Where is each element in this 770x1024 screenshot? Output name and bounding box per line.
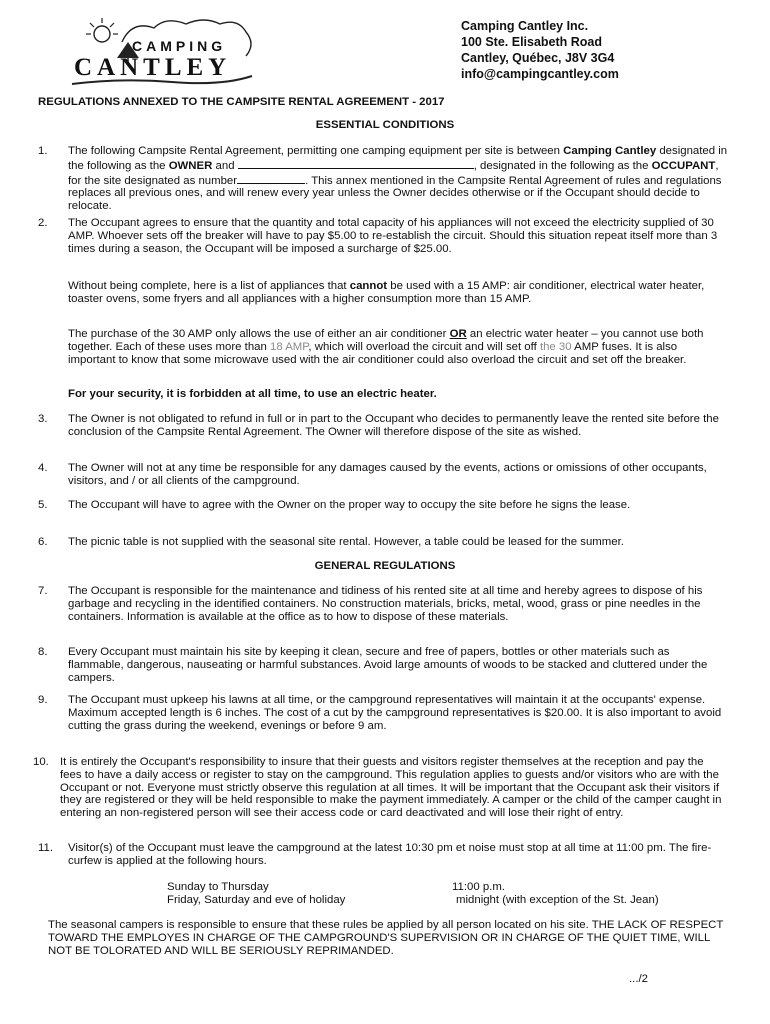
list-item [38,499,728,527]
schedule-time-1: 11:00 p.m. [452,881,505,893]
security-warning: For your security, it is forbidden at all time, to use an electric heater. [68,388,437,400]
camping-cantley-logo [62,14,262,90]
company-email: info@campingcantley.com [461,67,619,81]
list-item [38,145,728,213]
item-number: 3. [38,413,48,425]
item-text-part: . This annex mentioned in the Campsite Rental Agreement of rules and regulations replaces all previous ones, and will renew every year unless the Owner decides otherwise or if the Occupant should decide to relocate. [68,174,722,213]
list-item [38,413,728,453]
amp-usage-paragraph [68,328,718,366]
item-text: Visitor(s) of the Occupant must leave the campground at the latest 10:30 pm et noise must stop at all time at 11:00 pm. The fire-curfew is applied at the following hours. [68,842,712,867]
section-title-general: GENERAL REGULATIONS [314,560,456,572]
item-text: The Occupant will have to agree with the Owner on the proper way to occupy the site before he signs the lease. [68,499,631,511]
item-text-part: designated in the following as the [68,145,728,172]
para-emphasis: OR [449,328,467,340]
page-continuation-marker: .../2 [629,973,648,985]
item-text: The Occupant is responsible for the maintenance and tidiness of his rented site at all time and hereby agrees to dispose of his garbage and recycling in the identified containers. No construction materials, bricks, metal, wood, grass or pine needles in the containers. Information is available at the office as to how to dispose of these materials. [68,585,703,623]
list-item [38,585,728,637]
item-number: 6. [38,536,48,548]
owner-label: OWNER [168,159,213,172]
item-text-part: and [212,159,238,172]
list-item [38,462,728,490]
item-text-part: The following Campsite Rental Agreement, permitting one camping equipment per site is between [68,145,564,157]
item-number: 8. [38,646,48,658]
logo-word-camping: CAMPING [132,38,227,54]
schedule-days-1: Sunday to Thursday [167,881,269,893]
occupant-label: OCCUPANT [651,159,716,172]
item-text-part: , designated in the following as the [473,159,652,172]
list-item [33,756,728,834]
schedule-time-2: midnight (with exception of the St. Jean) [456,894,659,906]
para-text: an electric water heater – you cannot use both together. Each of these uses more than [68,328,704,353]
para-text: , which will overload the circuit and will set off [308,340,540,353]
item-text: Every Occupant must maintain his site by keeping it clean, secure and free of papers, bottles or other materials such as flammable, dangerous, nauseating or harmful substances. Avoid large amounts of woods to be stacked and cluttered under the campers. [68,646,708,684]
item-number: 4. [38,462,48,474]
document-title: REGULATIONS ANNEXED TO THE CAMPSITE RENTAL AGREEMENT - 2017 [38,96,445,108]
para-grey-text: the 30 [539,340,572,353]
item-text: It is entirely the Occupant's responsibility to insure that their guests and visitors register themselves at the reception and pay the fees to have a daily access or register to stay on the campground. This regulation applies to guests and/or visitors who are with the Occupant or not. Everyone must strictly observe this regulation at all times. It will be important that the Occupant ask their visitors if they are registered or they will be held responsible to make the payment immediately. A camper or the child of the camper caught in entering an non-registered person will see their access code or card deactivated and will lose their right of entry. [60,756,722,820]
closing-paragraph: The seasonal campers is responsible to ensure that these rules be applied by all person located on his site. THE LACK OF RESPECT TOWARD THE EMPLOYES IN CHARGE OF THE CAMPGROUND'S SUPERVISION OR IN CHARGE OF THE QUIET TIME, WILL NOT BE TOLORATED AND WILL BE SERIOUSLY REPRIMANDED. [48,919,724,957]
list-item [38,842,728,870]
list-item [38,694,728,746]
logo-word-cantley: CANTLEY [74,54,232,81]
para-grey-text: 18 AMP [270,340,309,353]
schedule-days-2: Friday, Saturday and eve of holiday [167,894,346,906]
item-text: The Occupant must upkeep his lawns at all time, or the campground representatives will maintain it at the occupants' expense. Maximum accepted length is 6 inches. The cost of a cut by the campground representatives is $20.00. It is also important to avoid cutting the grass during the weekend, evenings or before 9 am. [68,694,722,732]
para-text: The purchase of the 30 AMP only allows the use of either an air conditioner [68,328,450,340]
list-item [38,646,728,686]
company-address-block [461,18,619,82]
occupant-name-blank[interactable] [238,158,474,169]
para-text: AMP fuses. It is also important to know that some microwave used with the air conditioner could also overload the circuit and set off the breaker. [68,340,687,366]
para-emphasis: cannot [349,280,388,292]
item-text: The Owner is not obligated to refund in full or in part to the Occupant who decides to permanently leave the rented site before the conclusion of the Campsite Rental Agreement. The Owner will therefore dispose of the site as wished. [68,413,719,438]
owner-name: Camping Cantley [563,145,657,157]
company-city: Cantley, Québec, J8V 3G4 [461,51,615,65]
para-text: Without being complete, here is a list of appliances that [68,280,350,292]
company-name: Camping Cantley Inc. [461,19,589,33]
list-item [38,217,728,269]
item-text: The Owner will not at any time be responsible for any damages caused by the events, actions or omissions of other occupants, visitors, and / or all clients of the campground. [68,462,707,487]
item-text: The picnic table is not supplied with the seasonal site rental. However, a table could be leased for the summer. [68,536,624,548]
item-number: 2. [38,217,48,229]
site-number-blank[interactable] [237,173,305,184]
item-text [68,145,728,213]
section-title-essential: ESSENTIAL CONDITIONS [315,119,455,131]
item-number: 5. [38,499,48,511]
item-number: 10. [33,756,49,768]
list-item [38,536,728,550]
item-number: 1. [38,145,48,157]
appliance-list-paragraph [68,280,718,306]
item-text: The Occupant agrees to ensure that the quantity and total capacity of his appliances will not exceed the electricity supplied of 30 AMP. Whoever sets off the breaker will have to pay $5.00 to re-establish the circuit. Should this situation repeat itself more than 3 times during a season, the Occupant will be imposed a surcharge of $25.00. [68,217,718,255]
company-street: 100 Ste. Elisabeth Road [461,35,603,49]
item-number: 11. [38,842,53,854]
para-text: be used with a 15 AMP: air conditioner, electrical water heater, toaster ovens, some fryers and all appliances with a higher consumption more than 15 AMP. [68,280,705,305]
item-number: 9. [38,694,48,706]
item-number: 7. [38,585,48,597]
item-text-part: , for the site designated as number [68,159,719,187]
